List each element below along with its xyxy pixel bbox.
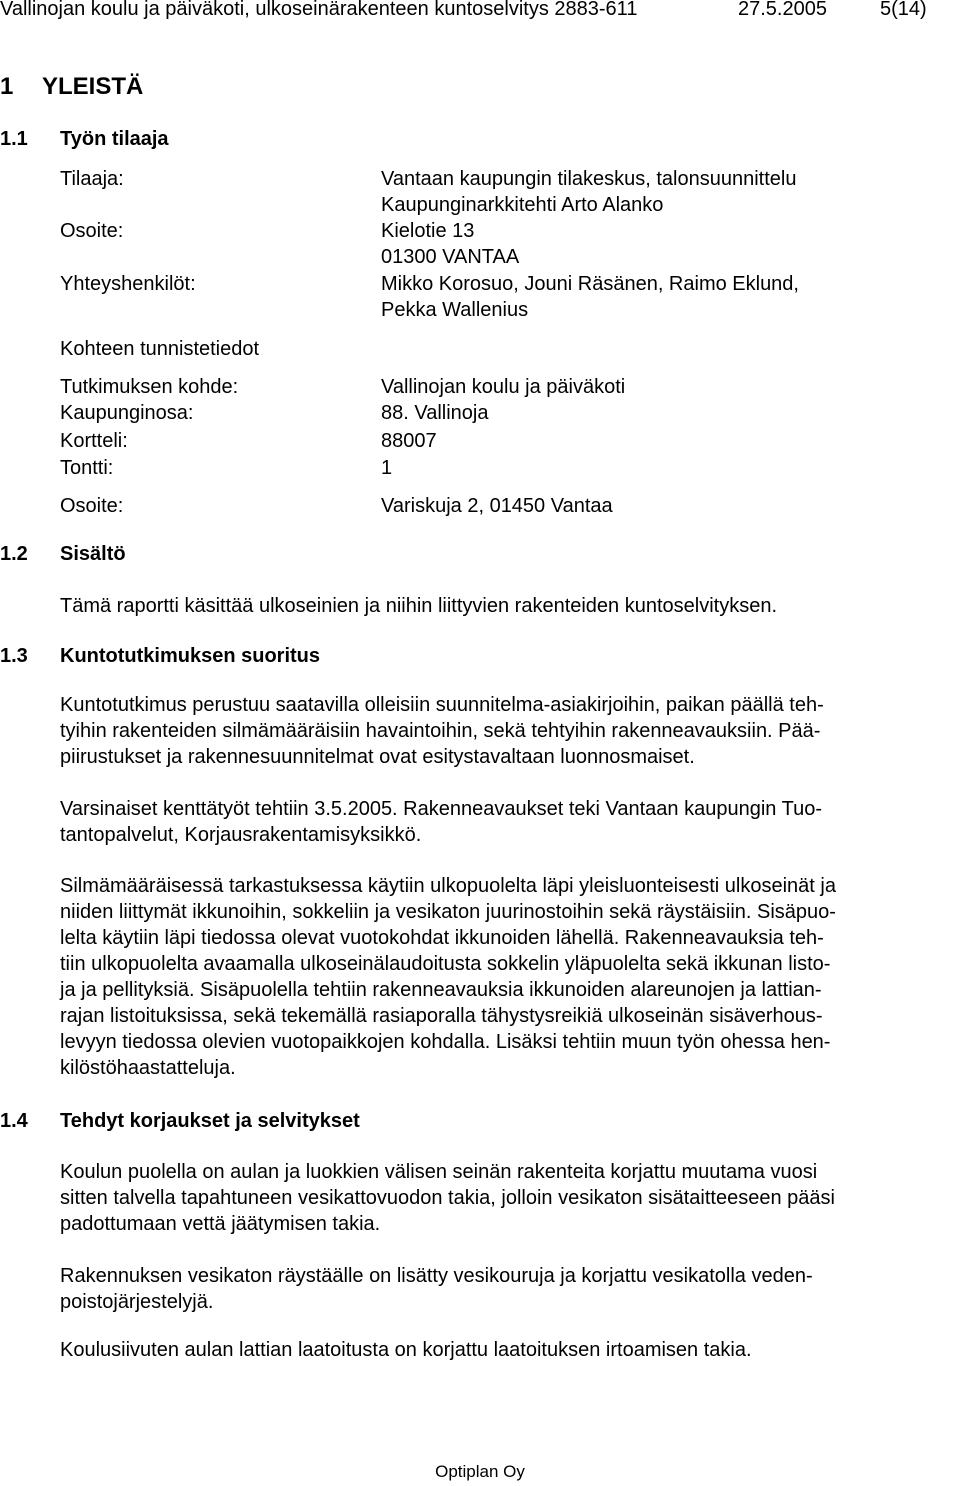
paragraph-line: niiden liittymät ikkunoihin, sokkeliin ja vesikaton juurinostoihin sekä räystäisiin. Sisäpuo-: [60, 901, 836, 923]
paragraph-line: poistojärjestelyjä.: [60, 1291, 214, 1313]
section-number: 1: [0, 73, 14, 100]
paragraph-line: rajan listoituksissa, sekä tekemällä rasiaporalla tähystysreikiä ulkoseinän sisäverhous-: [60, 1005, 823, 1027]
block-label: Kortteli:: [60, 430, 128, 452]
paragraph: [60, 1263, 960, 1315]
footer-company: Optiplan Oy: [435, 1462, 525, 1481]
paragraph: [60, 796, 960, 848]
identification-heading: Kohteen tunnistetiedot: [60, 338, 260, 360]
paragraph-line: lelta käytiin läpi tiedossa olevat vuotokohdat ikkunoiden lähellä. Rakenneavauksia teh-: [60, 927, 824, 949]
paragraph: [60, 1337, 960, 1363]
paragraph-line: Kuntotutkimus perustuu saatavilla olleisiin suunnitelma-asiakirjoihin, paikan päällä teh-: [60, 694, 824, 716]
subsection-number: 1.1: [0, 128, 28, 150]
paragraph-line: Koulun puolella on aulan ja luokkien välisen seinän rakenteita korjattu muutama vuosi: [60, 1161, 818, 1183]
paragraph-line: ja ja pellityksiä. Sisäpuolella tehtiin rakenneavauksia ikkunoiden alareunojen ja lattian-: [60, 979, 822, 1001]
client-label: Tilaaja:: [60, 168, 124, 190]
subsection-number: 1.3: [0, 645, 28, 667]
contacts-label: Yhteyshenkilöt:: [60, 273, 196, 295]
address-value-line2: 01300 VANTAA: [381, 246, 520, 268]
contacts-value-line2: Pekka Wallenius: [381, 299, 529, 321]
subsection-title: Kuntotutkimuksen suoritus: [60, 645, 321, 667]
site-address-value: Variskuja 2, 01450 Vantaa: [381, 495, 613, 517]
paragraph-line: levyyn tiedossa olevien vuotopaikkojen kohdalla. Lisäksi tehtiin muun työn ohessa hen-: [60, 1031, 831, 1053]
contacts-value: Mikko Korosuo, Jouni Räsänen, Raimo Eklund,: [381, 273, 799, 295]
target-label: Tutkimuksen kohde:: [60, 376, 239, 398]
subsection-title: Sisältö: [60, 543, 126, 565]
paragraph-line: piirustukset ja rakennesuunnitelmat ovat esitystavaltaan luonnosmaiset.: [60, 746, 695, 768]
paragraph-line: tyihin rakenteiden silmämääräisiin havaintoihin, sekä tehtyihin rakenneavauksiin. Pää-: [60, 720, 821, 742]
paragraph-line: tantopalvelut, Korjausrakentamisyksikkö.: [60, 824, 422, 846]
plot-value: 1: [381, 457, 393, 479]
header-date: 27.5.2005: [738, 0, 827, 20]
subsection-title: Työn tilaaja: [60, 128, 169, 150]
section-title: YLEISTÄ: [42, 73, 144, 100]
district-label: Kaupunginosa:: [60, 402, 194, 424]
paragraph-line: padottumaan vettä jäätymisen takia.: [60, 1213, 381, 1235]
paragraph-line: tiin ulkopuolelta avaamalla ulkoseinälaudoitusta sokkelin yläpuolelta sekä ikkunan listo-: [60, 953, 831, 975]
address-value: Kielotie 13: [381, 220, 475, 242]
paragraph: [60, 692, 960, 770]
address-label: Osoite:: [60, 220, 124, 242]
client-value: Vantaan kaupungin tilakeskus, talonsuunnittelu: [381, 168, 797, 190]
subsection-number: 1.4: [0, 1110, 28, 1132]
target-value: Vallinojan koulu ja päiväkoti: [381, 376, 626, 398]
paragraph: [60, 1159, 960, 1237]
paragraph-line: Varsinaiset kenttätyöt tehtiin 3.5.2005. Rakenneavaukset teki Vantaan kaupungin Tuo-: [60, 798, 822, 820]
header-page: 5(14): [880, 0, 927, 20]
paragraph-line: kilöstöhaastatteluja.: [60, 1057, 236, 1079]
subsection-title: Tehdyt korjaukset ja selvitykset: [60, 1110, 360, 1132]
subsection-number: 1.2: [0, 543, 28, 565]
site-address-label: Osoite:: [60, 495, 124, 517]
paragraph-line: sitten talvella tapahtuneen vesikattovuodon takia, jolloin vesikaton sisätaitteeseen pääsi: [60, 1187, 835, 1209]
paragraph-line: Silmämääräisessä tarkastuksessa käytiin ulkopuolelta läpi yleisluonteisesti ulkoseinät ja: [60, 875, 836, 897]
district-value: 88. Vallinoja: [381, 402, 489, 424]
paragraph-line: Rakennuksen vesikaton räystäälle on lisätty vesikouruja ja korjattu vesikatolla veden-: [60, 1265, 813, 1287]
block-value: 88007: [381, 430, 437, 452]
content-paragraph: Tämä raportti käsittää ulkoseinien ja niihin liittyvien rakenteiden kuntoselvityksen.: [60, 595, 778, 617]
client-value-line2: Kaupunginarkkitehti Arto Alanko: [381, 194, 664, 216]
header-title: Vallinojan koulu ja päiväkoti, ulkoseinärakenteen kuntoselvitys 2883-611: [0, 0, 638, 20]
paragraph-line: Koulusiivuten aulan lattian laatoitusta on korjattu laatoituksen irtoamisen takia.: [60, 1339, 752, 1361]
paragraph: [60, 873, 960, 1081]
plot-label: Tontti:: [60, 457, 114, 479]
